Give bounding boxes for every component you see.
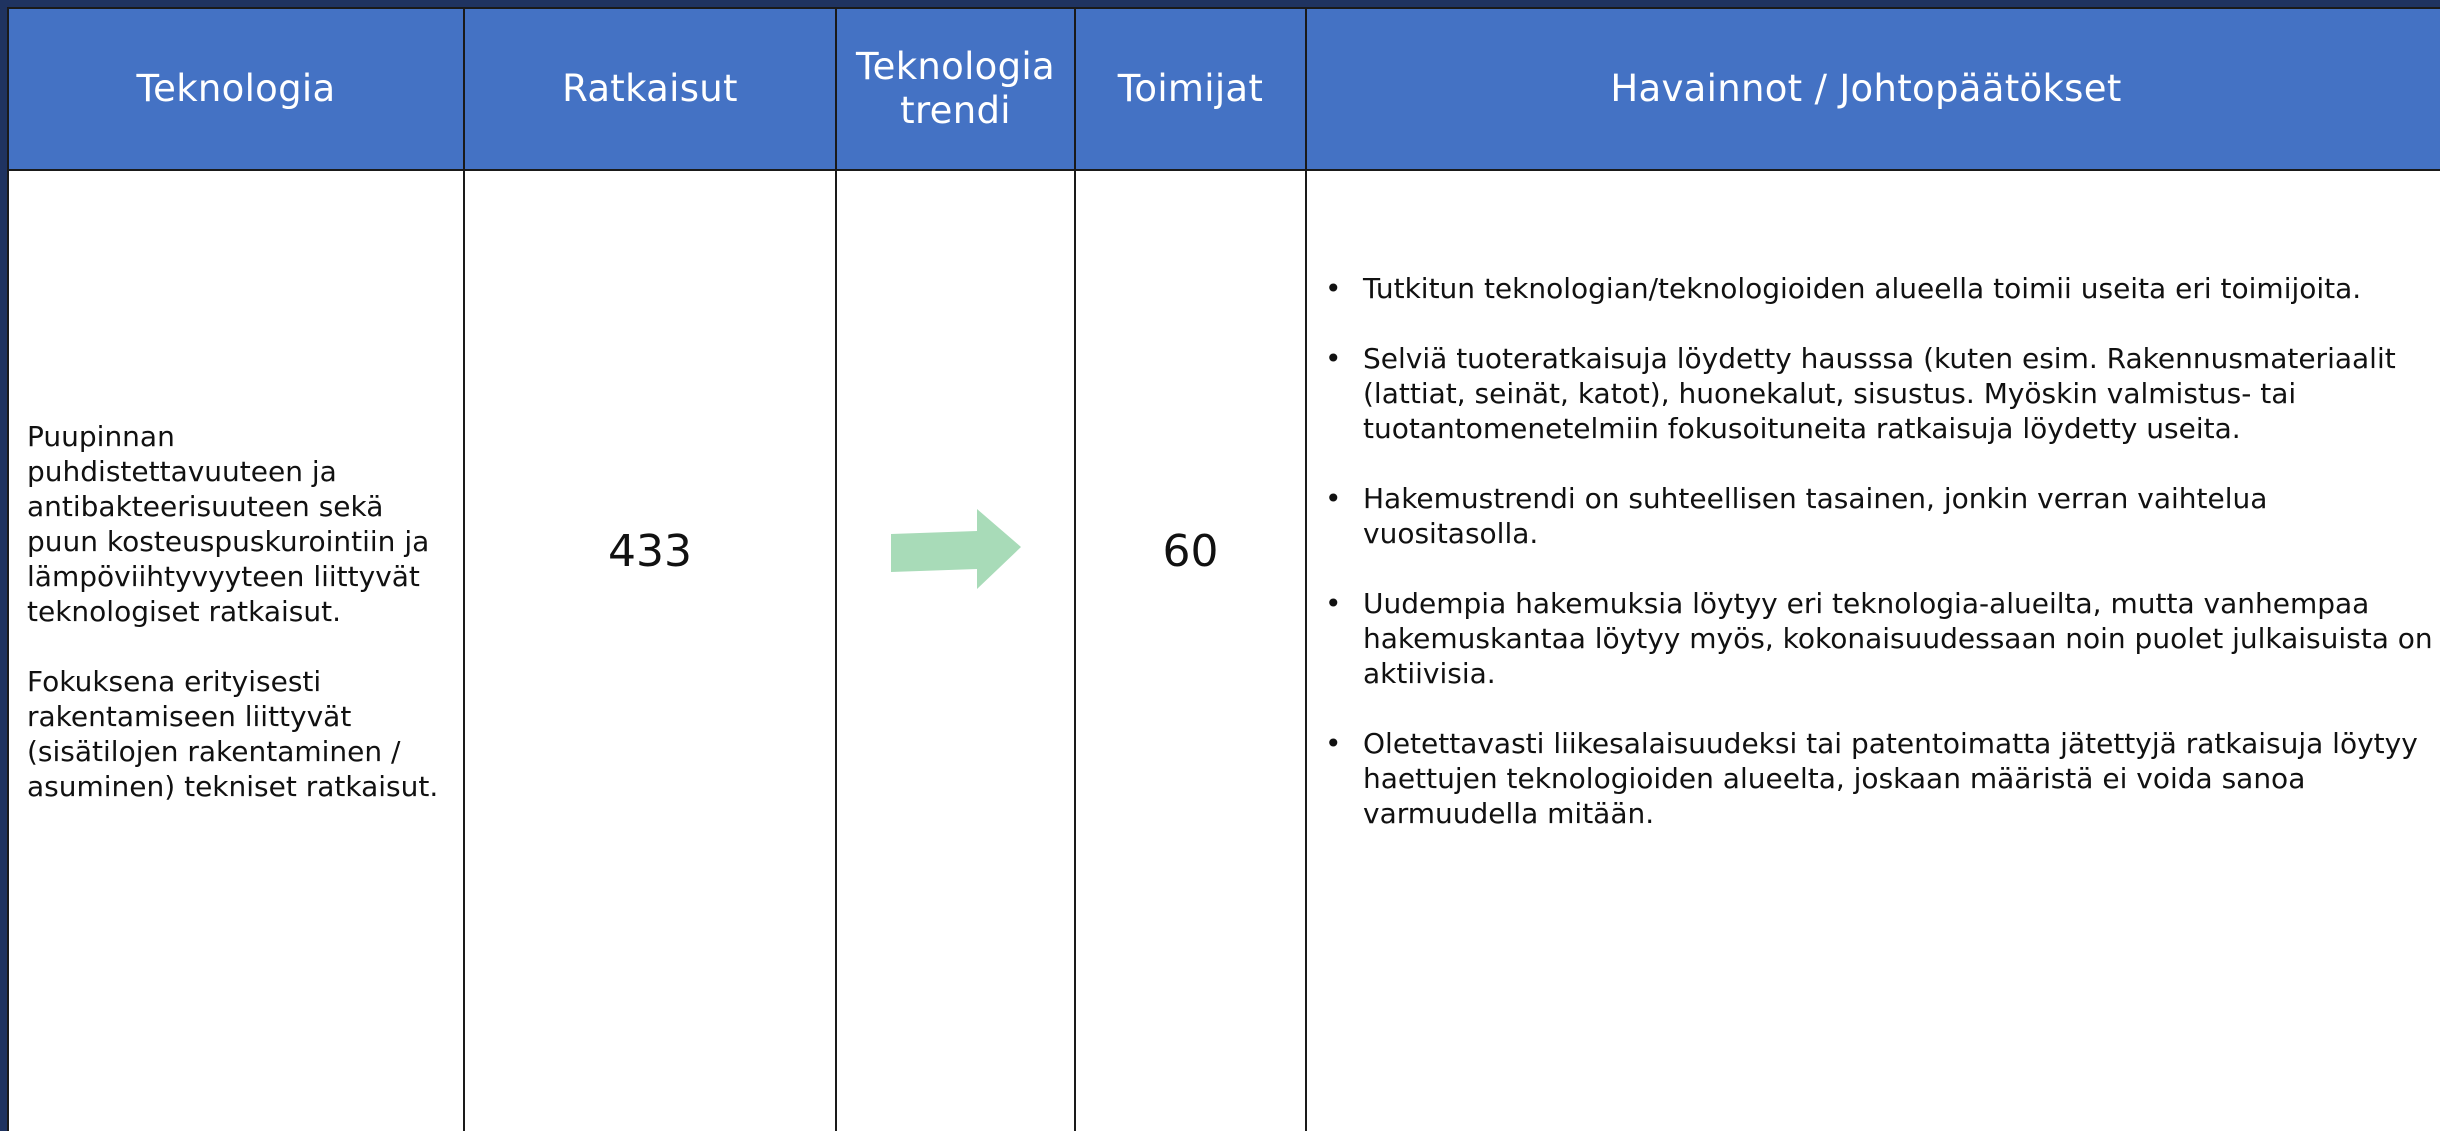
bullet-icon: • <box>1325 272 1342 305</box>
list-item: • Uudempia hakemuksia löytyy eri teknologia-alueilta, mutta vanhempaa hakemuskantaa löytyy myös, kokonaisuudessaan noin puolet julkaisuista on aktiivisia. <box>1325 587 2433 690</box>
solutions-count: 433 <box>608 525 692 577</box>
header-actors: Toimijat <box>1075 8 1306 170</box>
solutions-cell <box>464 170 836 1131</box>
bullet-icon: • <box>1325 342 1342 375</box>
list-item: • Tutkitun teknologian/teknologioiden alueella toimii useita eri toimijoita. <box>1325 272 2362 305</box>
list-item: • Hakemustrendi on suhteellisen tasainen, jonkin verran vaihtelua vuositasolla. <box>1325 482 2268 550</box>
header-trend-line1: Teknologia <box>856 44 1055 88</box>
header-row <box>8 8 2440 170</box>
bullet-icon: • <box>1325 482 1342 515</box>
actors-count: 60 <box>1162 525 1219 577</box>
observations-list <box>1307 271 2440 831</box>
trend-arrow-shape <box>891 509 1021 589</box>
trend-cell <box>836 170 1075 1131</box>
header-solutions: Ratkaisut <box>464 8 836 170</box>
header-trend-line2: trendi <box>900 89 1011 132</box>
list-item: • Selviä tuoteratkaisuja löydetty hausssa (kuten esim. Rakennusmateriaalit (lattiat, seinät, katot), huonekalut, sisustus. Myöskin valmistus- tai tuotantomenetelmiin fokusoituneita ratkaisuja löydetty useita. <box>1325 342 2396 445</box>
table-row <box>8 170 2440 1131</box>
bullet-icon: • <box>1325 587 1342 620</box>
technology-cell <box>8 170 464 1131</box>
technology-summary-table <box>7 7 2440 1131</box>
list-item: • Oletettavasti liikesalaisuudeksi tai patentoimatta jätettyjä ratkaisuja löytyy haettujen teknologioiden alueelta, joskaan määristä ei voida sanoa varmuudella mitään. <box>1325 727 2418 830</box>
header-technology-trend <box>836 8 1075 170</box>
technology-paragraph-2: Fokuksena erityisesti rakentamiseen liittyvät (sisätilojen rakentaminen / asuminen) tekniset ratkaisut. <box>27 664 439 803</box>
bullet-icon: • <box>1325 727 1342 760</box>
technology-description <box>9 419 463 804</box>
arrow-right-icon <box>891 509 1021 594</box>
observations-cell <box>1306 170 2440 1131</box>
header-technology: Teknologia <box>8 8 464 170</box>
header-observations: Havainnot / Johtopäätökset <box>1306 8 2440 170</box>
technology-paragraph-1: Puupinnan puhdistettavuuteen ja antibakteerisuuteen sekä puun kosteuspuskurointiin ja lämpöviihtyvyyteen liittyvät teknologiset ratkaisut. <box>27 419 430 628</box>
actors-cell <box>1075 170 1306 1131</box>
